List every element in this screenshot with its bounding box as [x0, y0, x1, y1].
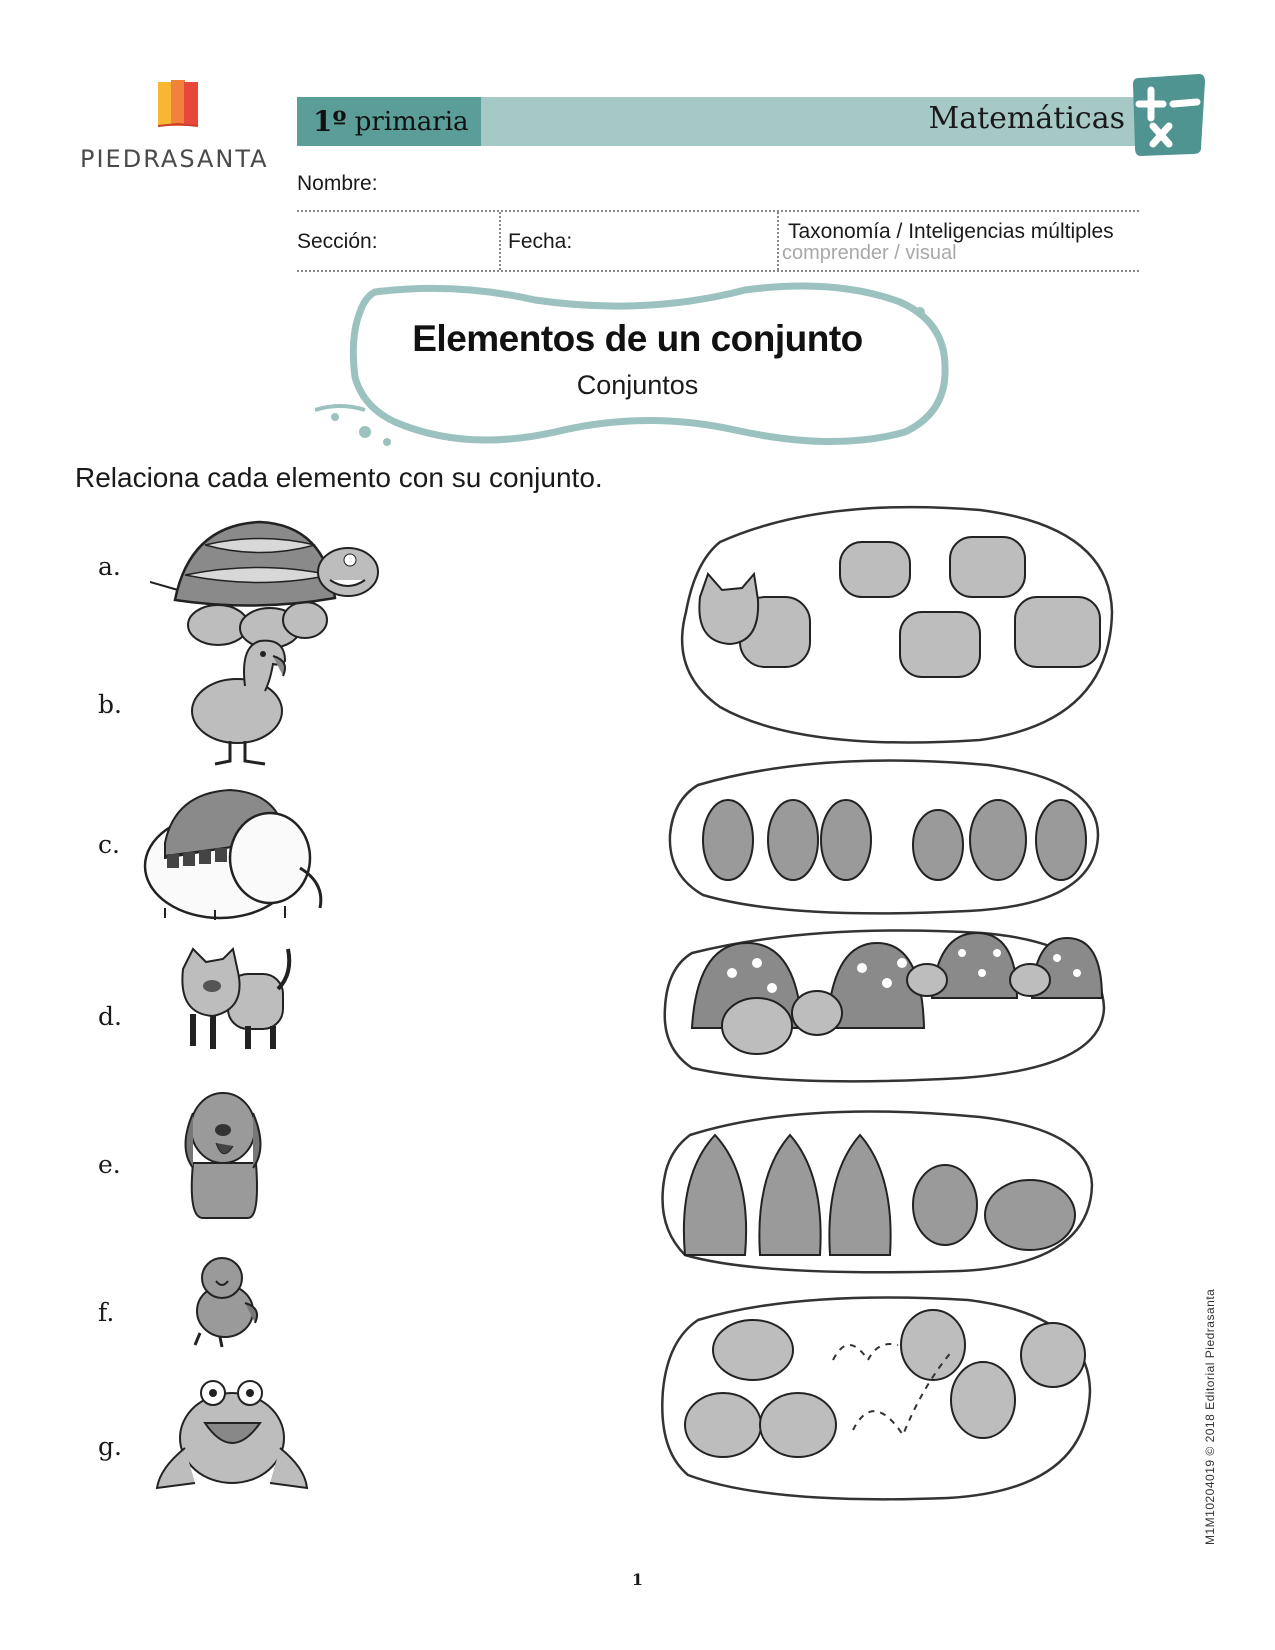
grade-number: 1º	[313, 105, 347, 138]
worksheet-subtitle: Conjuntos	[576, 370, 699, 400]
item-letter-b: b.	[98, 690, 122, 719]
item-letter-e: e.	[98, 1150, 121, 1179]
frogs-set-icon	[658, 1290, 1098, 1505]
item-letter-g: g.	[98, 1432, 122, 1461]
copyright-note: M1M10204019 © 2018 Editorial Piedrasanta	[1203, 1288, 1217, 1545]
date-field-label: Fecha:	[508, 230, 573, 253]
turtles-set-icon	[662, 918, 1112, 1088]
bird-icon	[192, 641, 285, 764]
taxonomy-value: comprender / visual	[782, 242, 957, 264]
dog-icon	[178, 1088, 268, 1223]
elephant-icon	[135, 788, 335, 923]
item-letter-f: f.	[98, 1298, 115, 1327]
item-letter-d: d.	[98, 1002, 122, 1031]
page-number: 1	[631, 1570, 644, 1589]
chick-icon	[190, 1253, 265, 1348]
item-letter-c: c.	[98, 830, 120, 859]
item-letter-a: a.	[98, 552, 121, 581]
turtle-icon	[150, 520, 380, 650]
grade-text: primaria	[354, 106, 469, 137]
logo-book-icon	[158, 80, 202, 130]
divider	[297, 270, 1139, 272]
chicks-set-icon	[668, 755, 1103, 915]
divider	[499, 212, 501, 270]
section-field-label: Sección:	[297, 230, 378, 253]
brand-name: PIEDRASANTA	[80, 145, 269, 173]
divider	[777, 212, 779, 270]
instruction-text: Relaciona cada elemento con su conjunto.	[75, 462, 603, 493]
math-operations-icon	[1133, 74, 1205, 156]
dogs-set-icon	[660, 1105, 1100, 1280]
cat-icon	[178, 944, 303, 1056]
name-field-label: Nombre:	[297, 172, 378, 195]
cats-set-icon	[680, 502, 1120, 747]
grade-label	[297, 97, 481, 146]
subject-title: Matemáticas	[928, 101, 1125, 136]
worksheet-title: Elementos de un conjunto	[412, 318, 863, 359]
taxonomy-label: Taxonomía / Inteligencias múltiples	[788, 220, 1114, 243]
divider	[297, 210, 1139, 212]
frog-icon	[155, 1378, 310, 1503]
